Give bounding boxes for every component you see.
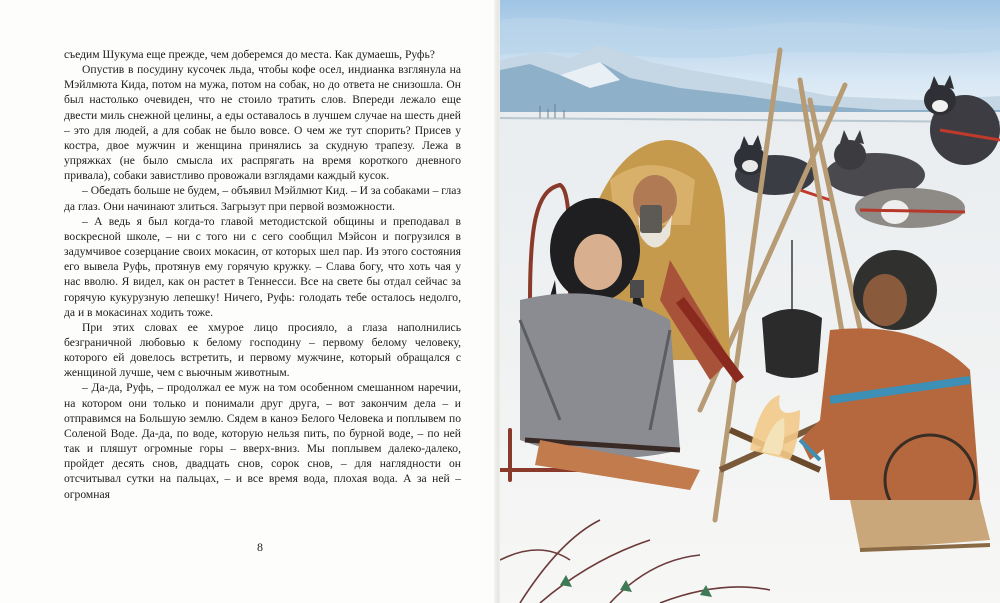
body-text (64, 47, 461, 502)
paragraph: Опустив в посудину кусочек льда, чтобы кофе осел, индианка взглянула на Мэйлмюта Кида, потом на мужа, потом на собак, но до ответа не снизошла. Он был настолько очевиден, что не стоило тратить слов. Впереди лежало еще двести миль снежной целины, а еды оставалось в лучшем случае на шесть дней – это для людей, а для собак не было вовсе. О чем же тут спорить? Присев у костра, двое мужчин и женщина принялись за скудную трапезу. Лежа в упряжках (не было смысла их распрягать на время короткого дневного привала), собаки завистливо провожали взглядами каждый кусок. (64, 63, 461, 183)
paragraph: съедим Шукума еще прежде, чем доберемся до места. Как думаешь, Руфь? (64, 48, 435, 61)
illustration (500, 0, 1000, 603)
page-number: 8 (257, 540, 263, 554)
paragraph: – Обедать больше не будем, – объявил Мэйлмют Кид. – И за собаками – глаз да глаз. Они начинают злиться. Загрызут при первой возможности. (64, 184, 461, 213)
paragraph: – А ведь я был когда-то главой методистской общины и преподавал в воскресной школе, – ни с того ни с сего сообщил Мэйсон и погрузился в задумчивое созерцание своих мокасин, от которых шел пар. Из этого состояния его вывела Руфь, протянув ему горячую кружку. – Слава богу, что хоть чая у нас вволю. Я видел, как он растет в Теннесси. Все на свете бы отдал сейчас за горячую кукурузную лепешку! Ничего, Руфь: голодать тебе осталось недолго, да и в мокасинах ходить тоже. (64, 214, 461, 319)
illustration-page (500, 0, 1000, 603)
paragraph: При этих словах ее хмурое лицо просияло, а глаза наполнились безграничной любовью к белому господину – первому белому человеку, которого ей довелось встретить, и первому мужчине, который обращался с женщиной лучше, чем с вьючным животным. (64, 320, 461, 380)
cooking-pot (762, 309, 822, 378)
paragraph: – Да-да, Руфь, – продолжал ее муж на том особенном смешанном наречии, на котором они только и понимали друг друга, – вот закончим дела – и отправимся на Большую землю. Сядем в каноэ Белого Человека и поплывем по Соленой Воде. Да-да, по воде, которую нельзя пить, по бурной воде, – по ней так и пляшут огромные горы – вверх-вниз. Мы поплывем далеко-далеко, пройдет десять снов, двадцать снов, сорок снов, – для наглядности он отсчитывал сутки на пальцах, – и все время вода, плохая вода. А за ней – огромная (64, 381, 461, 501)
